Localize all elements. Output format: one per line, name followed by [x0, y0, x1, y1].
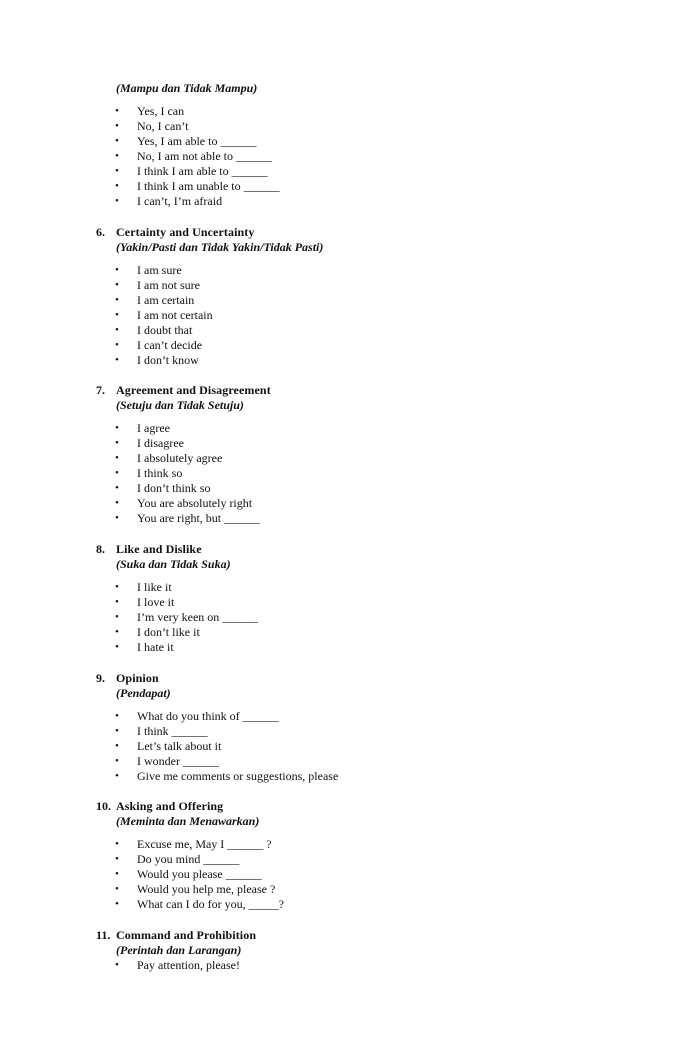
bullet-icon: •: [115, 339, 119, 351]
section-number: 9.: [96, 671, 105, 685]
section-heading: [96, 383, 656, 398]
phrase-list: [96, 580, 656, 655]
bullet-icon: •: [115, 883, 119, 895]
list-item: • Excuse me, May I ______ ?: [115, 837, 272, 851]
list-item: • I am certain: [115, 293, 195, 307]
bullet-icon: •: [115, 497, 119, 509]
bullet-icon: •: [115, 120, 119, 132]
section-heading: [96, 799, 656, 814]
section-subtitle: (Perintah dan Larangan): [116, 943, 242, 957]
bullet-icon: •: [115, 611, 119, 623]
list-item: • What can I do for you, _____?: [115, 897, 284, 911]
section-number: 10.: [96, 799, 111, 813]
list-item: • I love it: [115, 595, 175, 609]
list-item: • I doubt that: [115, 323, 193, 337]
bullet-icon: •: [115, 467, 119, 479]
bullet-icon: •: [115, 581, 119, 593]
section-number: 6.: [96, 225, 105, 239]
section-number: 11.: [96, 928, 111, 942]
bullet-icon: •: [115, 626, 119, 638]
list-item: • I wonder ______: [115, 754, 219, 768]
list-item: • I don’t like it: [115, 625, 200, 639]
bullet-icon: •: [115, 596, 119, 608]
list-item: • Would you help me, please ?: [115, 882, 276, 896]
bullet-icon: •: [115, 354, 119, 366]
section-title: Agreement and Disagreement: [116, 383, 271, 397]
list-item: • I hate it: [115, 640, 174, 654]
list-item: • I am sure: [115, 263, 182, 277]
list-item: • Give me comments or suggestions, please: [115, 769, 339, 783]
bullet-icon: •: [115, 710, 119, 722]
list-item: • You are right, but ______: [115, 511, 261, 525]
bullet-icon: •: [115, 294, 119, 306]
section-8-like-dislike: [96, 542, 656, 655]
phrase-list: [96, 958, 656, 973]
phrase-list: [96, 837, 656, 912]
phrase-list: [96, 421, 656, 526]
bullet-icon: •: [115, 853, 119, 865]
bullet-icon: •: [115, 725, 119, 737]
bullet-icon: •: [115, 422, 119, 434]
list-item: • No, I am not able to ______: [115, 149, 272, 163]
bullet-icon: •: [115, 324, 119, 336]
bullet-icon: •: [115, 740, 119, 752]
list-item: • I think ______: [115, 724, 208, 738]
section-title: Opinion: [116, 671, 159, 685]
bullet-icon: •: [115, 770, 119, 782]
list-item: • You are absolutely right: [115, 496, 253, 510]
bullet-icon: •: [115, 135, 119, 147]
bullet-icon: •: [115, 755, 119, 767]
section-number: 8.: [96, 542, 105, 556]
list-item: • Let’s talk about it: [115, 739, 222, 753]
section-9-opinion: [96, 671, 656, 784]
section-title: Certainty and Uncertainty: [116, 225, 255, 239]
bullet-icon: •: [115, 279, 119, 291]
bullet-icon: •: [115, 105, 119, 117]
section-subtitle: (Setuju dan Tidak Setuju): [116, 398, 244, 412]
phrase-list: [96, 263, 656, 368]
list-item: • I am not sure: [115, 278, 200, 292]
section-10-asking-offering: [96, 799, 656, 912]
list-item: • Yes, I am able to ______: [115, 134, 257, 148]
section-6-certainty: [96, 225, 656, 368]
list-item: • Pay attention, please!: [115, 958, 240, 972]
list-item: • I agree: [115, 421, 170, 435]
list-item: • I’m very keen on ______: [115, 610, 259, 624]
section-title: Command and Prohibition: [116, 928, 257, 942]
section-subtitle: (Pendapat): [116, 686, 171, 700]
list-item: • I can’t, I’m afraid: [115, 194, 223, 208]
list-item: • I think I am unable to ______: [115, 179, 280, 193]
bullet-icon: •: [115, 838, 119, 850]
section-heading: [96, 671, 656, 686]
section-title: Like and Dislike: [116, 542, 202, 556]
bullet-icon: •: [115, 868, 119, 880]
section-subtitle: (Yakin/Pasti dan Tidak Yakin/Tidak Pasti): [116, 240, 324, 254]
section-title: Asking and Offering: [116, 799, 224, 813]
list-item: • I don’t think so: [115, 481, 211, 495]
list-item: • Do you mind ______: [115, 852, 240, 866]
list-item: • I am not certain: [115, 308, 213, 322]
section-subtitle: (Suka dan Tidak Suka): [116, 557, 231, 571]
bullet-icon: •: [115, 165, 119, 177]
bullet-icon: •: [115, 180, 119, 192]
section-subtitle: (Mampu dan Tidak Mampu): [116, 81, 258, 95]
phrase-list: [96, 709, 656, 784]
section-number: 7.: [96, 383, 105, 397]
bullet-icon: •: [115, 452, 119, 464]
bullet-icon: •: [115, 437, 119, 449]
bullet-icon: •: [115, 512, 119, 524]
list-item: • I absolutely agree: [115, 451, 223, 465]
bullet-icon: •: [115, 641, 119, 653]
section-5-ability: [96, 81, 656, 209]
bullet-icon: •: [115, 264, 119, 276]
bullet-icon: •: [115, 150, 119, 162]
bullet-icon: •: [115, 309, 119, 321]
list-item: • Yes, I can: [115, 104, 185, 118]
list-item: • I think I am able to ______: [115, 164, 268, 178]
bullet-icon: •: [115, 959, 119, 971]
phrase-list: [96, 104, 656, 209]
bullet-icon: •: [115, 195, 119, 207]
section-11-command-prohibition: [96, 928, 656, 973]
section-7-agreement: [96, 383, 656, 526]
section-heading: [96, 928, 656, 943]
section-subtitle: (Meminta dan Menawarkan): [116, 814, 260, 828]
list-item: • Would you please ______: [115, 867, 262, 881]
list-item: • I think so: [115, 466, 183, 480]
bullet-icon: •: [115, 482, 119, 494]
list-item: • What do you think of ______: [115, 709, 279, 723]
section-heading: [96, 225, 656, 240]
list-item: • I can’t decide: [115, 338, 203, 352]
bullet-icon: •: [115, 898, 119, 910]
list-item: • I disagree: [115, 436, 184, 450]
list-item: • I don’t know: [115, 353, 199, 367]
list-item: • I like it: [115, 580, 172, 594]
list-item: • No, I can’t: [115, 119, 189, 133]
section-heading: [96, 542, 656, 557]
